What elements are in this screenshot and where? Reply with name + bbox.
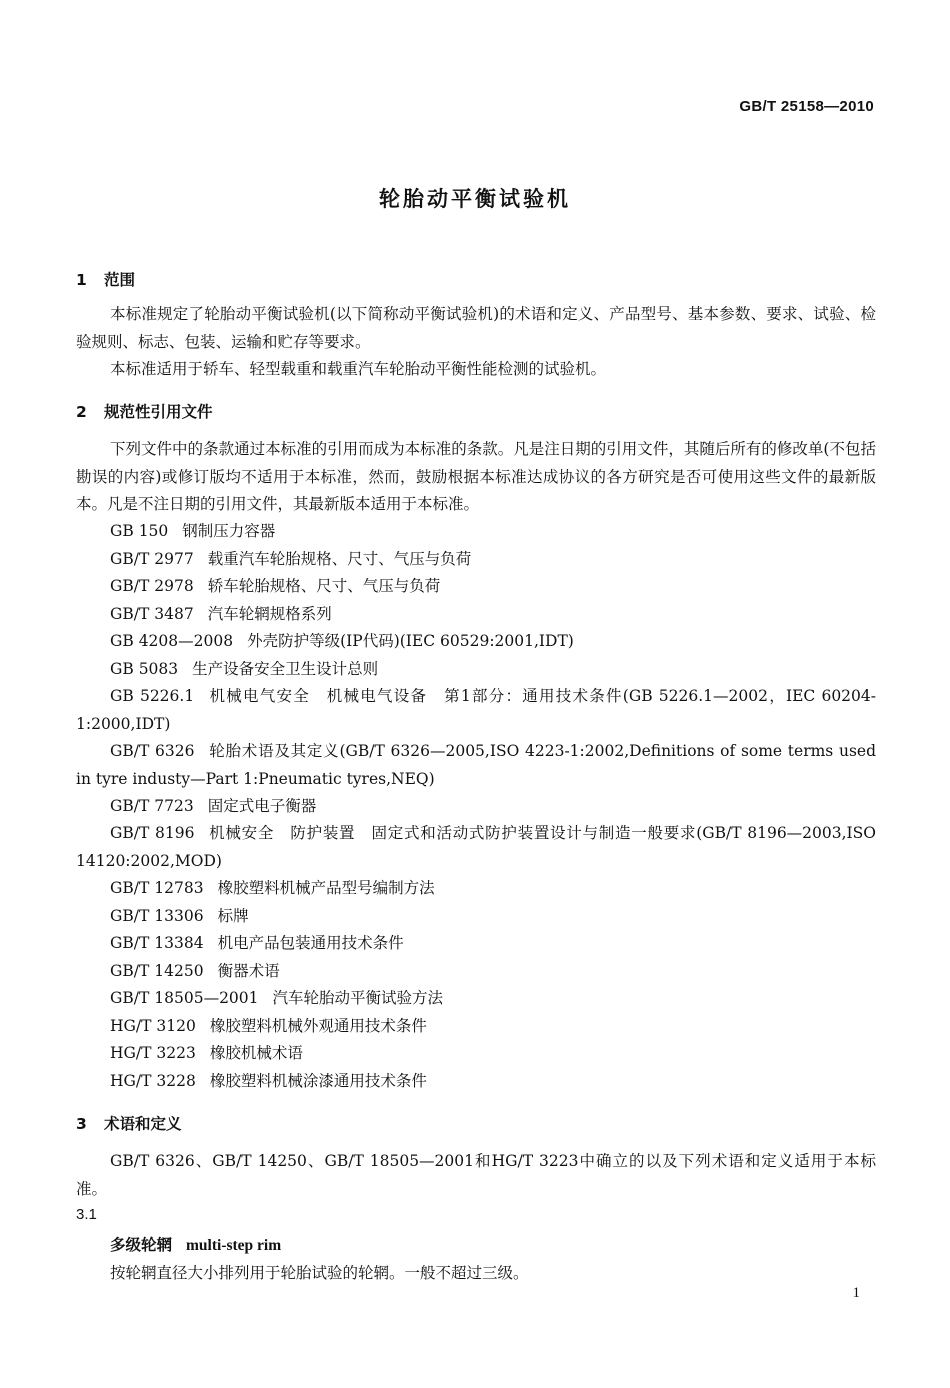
term-english: multi-step rim [186, 1237, 282, 1254]
section-title: 规范性引用文件 [104, 403, 213, 421]
reference-title: 外壳防护等级(IP代码)(IEC 60529:2001,IDT) [247, 632, 574, 650]
reference-item [76, 958, 876, 986]
reference-title: 钢制压力容器 [182, 522, 276, 540]
reference-item [76, 930, 876, 958]
section-1-heading [76, 268, 135, 290]
reference-code: GB/T 6326 [110, 742, 195, 760]
reference-title: 汽车轮胎动平衡试验方法 [272, 989, 444, 1007]
reference-title: 橡胶塑料机械外观通用技术条件 [209, 1017, 427, 1035]
reference-title: 橡胶机械术语 [209, 1044, 303, 1062]
term-chinese: 多级轮辋 [110, 1236, 173, 1254]
reference-code: GB/T 18505—2001 [110, 989, 259, 1007]
section-2-paragraph-1: 下列文件中的条款通过本标准的引用而成为本标准的条款。凡是注日期的引用文件，其随后所有的修改单(不包括勘误的内容)或修订版均不适用于本标准，然而，鼓励根据本标准达成协议的各方研究是否可使用这些文件的最新版本。凡是不注日期的引用文件，其最新版本适用于本标准。 [76, 440, 876, 513]
reference-item [76, 518, 876, 546]
section-title: 术语和定义 [104, 1115, 182, 1133]
reference-item [76, 903, 876, 931]
section-1-paragraph-1: 本标准规定了轮胎动平衡试验机(以下简称动平衡试验机)的术语和定义、产品型号、基本参数、要求、试验、检验规则、标志、包装、运输和贮存等要求。 [76, 305, 876, 351]
reference-title: 橡胶塑料机械产品型号编制方法 [217, 879, 435, 897]
reference-title: 橡胶塑料机械涂漆通用技术条件 [209, 1072, 427, 1090]
reference-code: GB/T 2977 [110, 550, 194, 568]
reference-title: 载重汽车轮胎规格、尺寸、气压与负荷 [207, 550, 472, 568]
reference-item [76, 985, 876, 1013]
reference-title: 轮胎术语及其定义(GB/T 6326—2005,ISO 4223-1:2002,Definitions of some terms used in tyre industy—Part 1:Pneumatic tyres,NEQ) [76, 742, 876, 788]
reference-title: 机械安全 防护装置 固定式和活动式防护装置设计与制造一般要求(GB/T 8196—2003,ISO 14120:2002,MOD) [76, 824, 877, 870]
reference-title: 机电产品包装通用技术条件 [217, 934, 404, 952]
reference-item [76, 793, 876, 821]
section-1-paragraph-2: 本标准适用于轿车、轻型载重和载重汽车轮胎动平衡性能检测的试验机。 [110, 360, 607, 378]
section-3-paragraph-1: GB/T 6326、GB/T 14250、GB/T 18505—2001和HG/T 3223中确立的以及下列术语和定义适用于本标准。 [76, 1152, 876, 1198]
reference-code: GB 5226.1 [110, 687, 195, 705]
reference-code: GB/T 13384 [110, 934, 204, 952]
reference-item [76, 820, 876, 875]
document-title: 轮胎动平衡试验机 [379, 187, 571, 211]
reference-title: 标牌 [217, 907, 249, 925]
reference-code: GB/T 13306 [110, 907, 204, 925]
reference-title: 生产设备安全卫生设计总则 [192, 660, 379, 678]
section-title: 范围 [104, 271, 136, 289]
reference-item [76, 601, 876, 629]
section-number: 3 [76, 1115, 87, 1133]
reference-code: HG/T 3120 [110, 1017, 196, 1035]
reference-title: 衡器术语 [217, 962, 280, 980]
section-number: 2 [76, 403, 87, 421]
reference-code: GB/T 8196 [110, 824, 195, 842]
section-2-heading [76, 400, 213, 422]
reference-item [76, 1040, 876, 1068]
section-number: 1 [76, 271, 87, 289]
reference-item [76, 656, 876, 684]
reference-item [76, 628, 876, 656]
reference-code: GB/T 3487 [110, 605, 194, 623]
reference-title: 机械电气安全 机械电气设备 第1部分：通用技术条件(GB 5226.1—2002，IEC 60204-1:2000,IDT) [76, 687, 877, 733]
reference-code: HG/T 3223 [110, 1044, 196, 1062]
reference-item [76, 573, 876, 601]
reference-title: 固定式电子衡器 [207, 797, 317, 815]
reference-item [76, 546, 876, 574]
reference-code: GB/T 2978 [110, 577, 194, 595]
reference-item [76, 738, 876, 793]
reference-item [76, 1013, 876, 1041]
reference-code: GB 150 [110, 522, 169, 540]
reference-item [76, 683, 876, 738]
reference-code: GB/T 12783 [110, 879, 204, 897]
reference-code: GB/T 14250 [110, 962, 204, 980]
term-definition: 按轮辋直径大小排列用于轮胎试验的轮辋。一般不超过三级。 [110, 1264, 529, 1282]
term-entry [110, 1233, 281, 1255]
reference-item [76, 1068, 876, 1096]
section-3-heading [76, 1112, 182, 1134]
reference-code: GB 5083 [110, 660, 179, 678]
standard-code: GB/T 25158—2010 [739, 98, 874, 115]
reference-code: GB 4208—2008 [110, 632, 234, 650]
reference-title: 轿车轮胎规格、尺寸、气压与负荷 [207, 577, 441, 595]
reference-item [76, 875, 876, 903]
page-number: 1 [852, 1285, 860, 1301]
reference-title: 汽车轮辋规格系列 [207, 605, 332, 623]
reference-code: HG/T 3228 [110, 1072, 196, 1090]
clause-number: 3.1 [76, 1206, 97, 1223]
reference-code: GB/T 7723 [110, 797, 194, 815]
